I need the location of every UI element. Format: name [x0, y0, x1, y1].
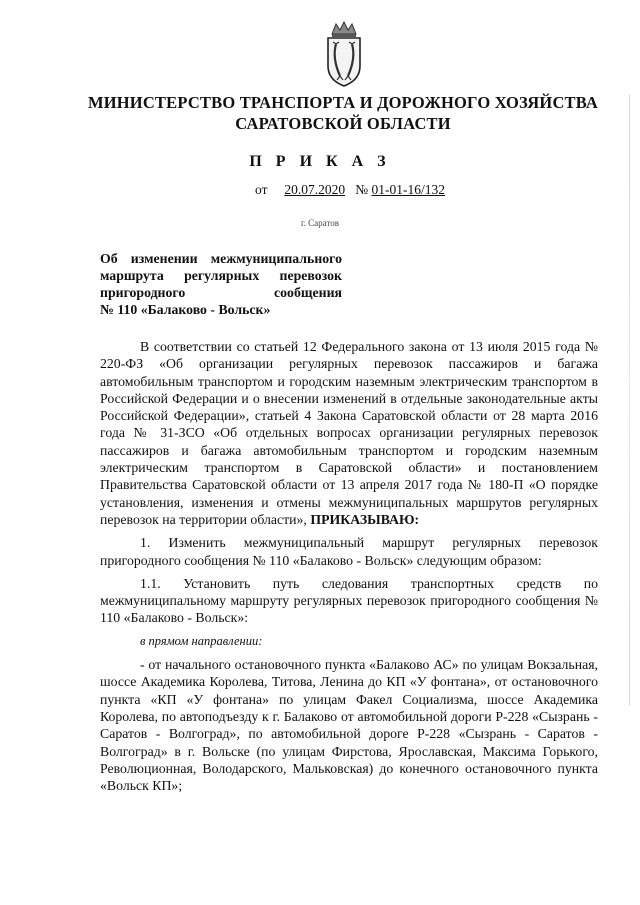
item-1: 1. Изменить межмуниципальный маршрут регулярных перевозок пригородного сообщения № 110 «Балаково - Вольск» следующим образом: [100, 535, 598, 568]
direction-label: в прямом направлении: [140, 633, 263, 648]
preamble-text: В соответствии со статьей 12 Федерального закона от 13 июля 2015 года № 220-ФЗ «Об организации регулярных перевозок пассажиров и багажа автомобильным транспортом и городским наземным электрическим транспортом в Российской Федерации и о внесении изменений в отдельные законодательные акты Российской Федерации», статьей 4 Закона Саратовской области от 28 марта 2016 года № 31-ЗСО «Об отдельных вопросах организации регулярных перевозок пассажиров и багажа автомобильным транспортом и городским наземным электрическим транспортом в Саратовской области» и постановлением Правительства Саратовской области от 13 апреля 2017 года № 180-П «О порядке установления, изменения и отмены межмуниципальных маршрутов регулярных перевозок на территории области», [100, 339, 598, 527]
scan-edge-line [629, 95, 630, 705]
command-word: ПРИКАЗЫВАЮ: [310, 511, 420, 527]
subject-line-2: маршрута регулярных перевозок [100, 268, 342, 283]
order-number: 01-01-16/132 [371, 182, 445, 197]
number-label: № [355, 182, 369, 197]
ministry-line-1: МИНИСТЕРСТВО ТРАНСПОРТА И ДОРОЖНОГО ХОЗЯЙСТВА [87, 93, 599, 112]
order-date: 20.07.2020 [284, 182, 346, 197]
subject-line-4: № 110 «Балаково - Вольск» [100, 302, 271, 317]
city-label: г. Саратов [301, 218, 339, 228]
saratov-coat-of-arms-icon [322, 20, 366, 88]
order-date-number [200, 182, 500, 198]
from-label: от [255, 182, 268, 197]
subject-line-3: пригородного сообщения [100, 285, 342, 300]
order-body [100, 338, 598, 800]
order-subject [100, 250, 342, 318]
ministry-line-2: САРАТОВСКОЙ ОБЛАСТИ [235, 114, 451, 133]
preamble-paragraph [100, 338, 598, 528]
subject-line-1: Об изменении межмуниципального [100, 251, 342, 266]
route-description: - от начального остановочного пункта «Балаково АС» по улицам Вокзальная, шоссе Академика Королева, Титова, Ленина до КП «У фонтана», от остановочного пункта «КП «У фонтана» по улицам Факел Социализма, шоссе Академика Королева, по автоподъезду к г. Балаково от автомобильной дороги Р-228 «Сызрань - Саратов - Волгоград», по автомобильной дороге Р-228 «Сызрань - Саратов - Волгоград» в г. Вольске (по улицам Фирстова, Ярославская, Максима Горького, Революционная, Володарского, Мальковская) до конечного остановочного пункта «Вольск КП»; [100, 657, 598, 794]
order-title: П Р И К А З [249, 153, 391, 170]
item-1-1: 1.1. Установить путь следования транспортных средств по межмуниципальному маршруту регулярных перевозок пригородного сообщения № 110 «Балаково - Вольск»: [100, 575, 598, 626]
ministry-heading [80, 92, 606, 134]
